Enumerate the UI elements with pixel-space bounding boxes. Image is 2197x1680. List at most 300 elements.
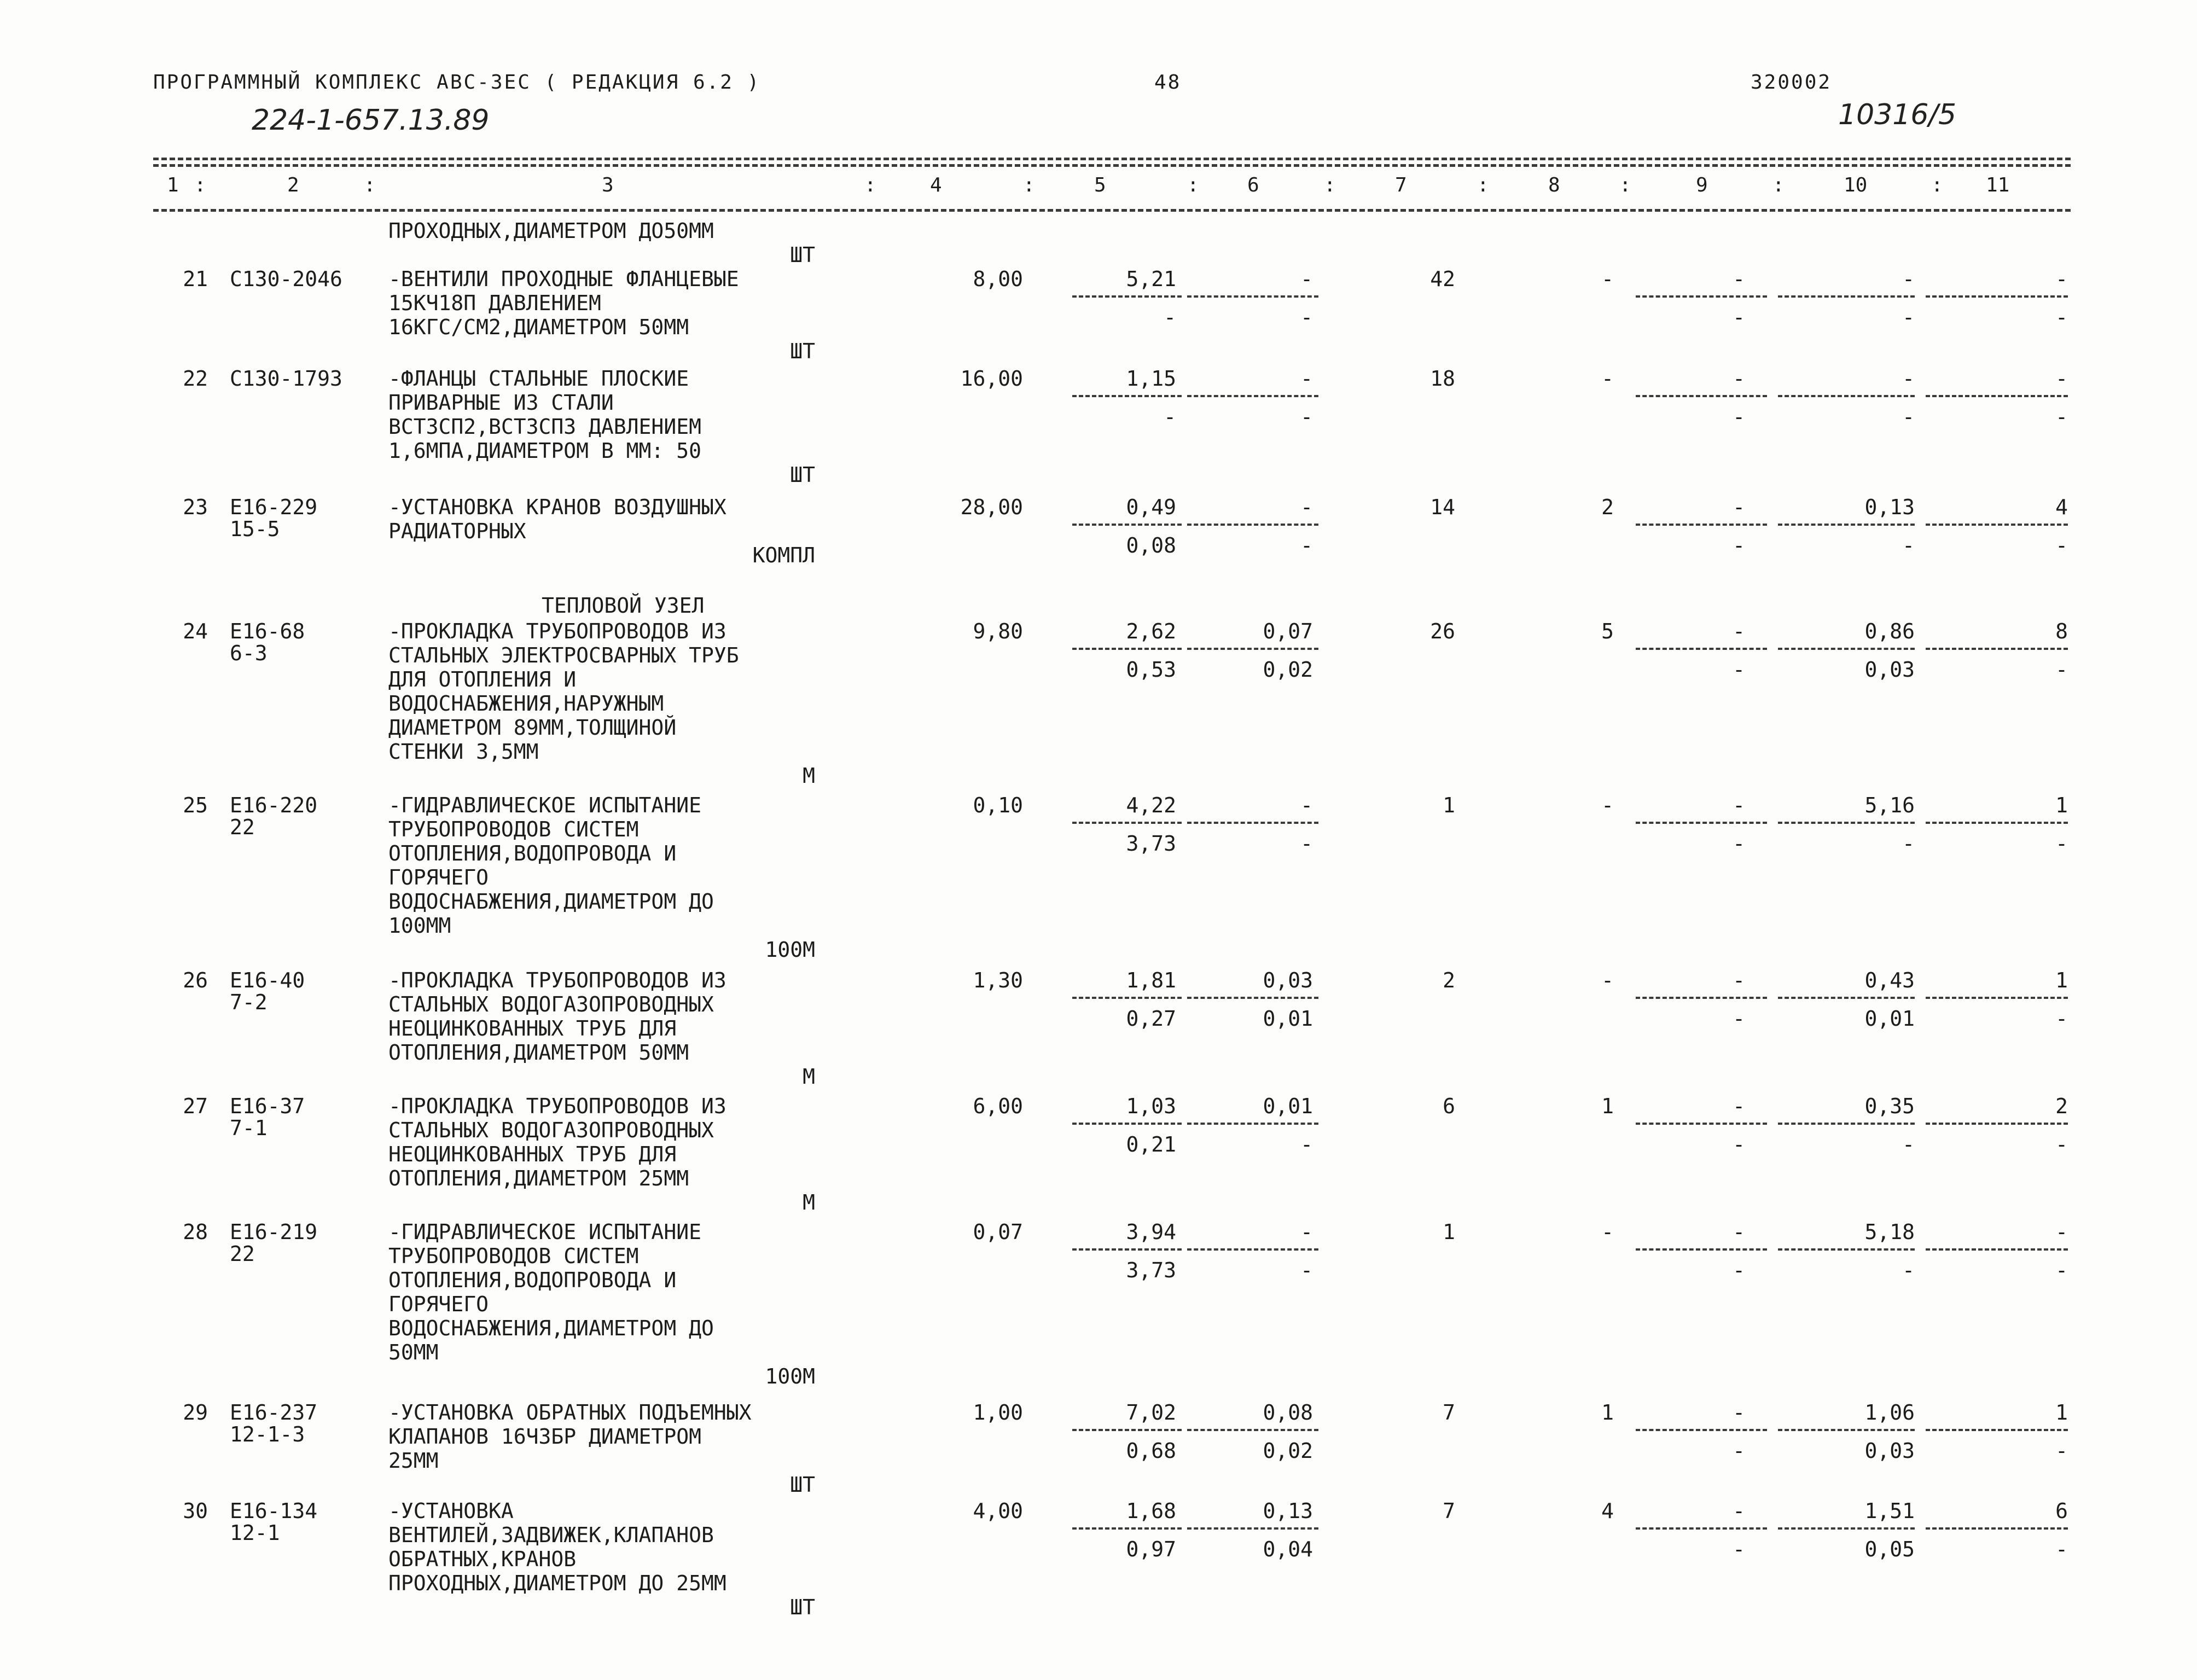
cell-col10-lower: - xyxy=(1902,405,1915,429)
fraction-rule xyxy=(1926,822,2068,824)
row-code: Е16-40 xyxy=(230,968,305,992)
intro-unit: ШТ xyxy=(790,243,815,267)
column-header: 8 xyxy=(1548,174,1560,196)
cell-col9: - xyxy=(1733,267,1745,291)
row-description xyxy=(388,1094,726,1190)
cell-col9-lower: - xyxy=(1733,1132,1745,1156)
description-line: ТРУБОПРОВОДОВ СИСТЕМ xyxy=(388,1244,639,1268)
cell-col11-lower: - xyxy=(2055,1258,2068,1282)
description-line: 100ММ xyxy=(388,914,451,938)
cell-col7: 18 xyxy=(1430,367,1455,391)
header-bottom-rule xyxy=(153,209,2071,212)
row-number: 25 xyxy=(183,793,208,817)
description-line: СТАЛЬНЫХ ВОДОГАЗОПРОВОДНЫХ xyxy=(388,992,714,1016)
row-description xyxy=(388,793,714,938)
column-separator: : xyxy=(1023,174,1035,196)
cell-col11-lower: - xyxy=(2055,1439,2068,1463)
row-unit: ШТ xyxy=(790,463,815,487)
cell-col5: 4,22 xyxy=(1126,793,1176,817)
cell-col5: 5,21 xyxy=(1126,267,1176,291)
cell-col8: 5 xyxy=(1601,619,1614,643)
table-row xyxy=(0,267,2197,376)
column-header: 9 xyxy=(1696,174,1708,196)
fraction-rule xyxy=(1072,295,1182,298)
cell-col6: 0,07 xyxy=(1263,619,1313,643)
fraction-rule xyxy=(1636,524,1767,526)
row-code: Е16-229 xyxy=(230,495,318,519)
row-number: 24 xyxy=(183,619,208,643)
column-header-row xyxy=(0,174,2197,201)
cell-quantity: 0,10 xyxy=(973,793,1023,817)
cell-col9: - xyxy=(1733,968,1745,992)
cell-quantity: 6,00 xyxy=(973,1094,1023,1118)
cell-col10: 1,51 xyxy=(1864,1499,1915,1523)
table-row xyxy=(0,367,2197,487)
fraction-rule xyxy=(1778,1123,1915,1125)
row-unit: М xyxy=(803,1065,815,1089)
row-code-secondary: 6-3 xyxy=(230,641,268,665)
cell-col8: - xyxy=(1601,367,1614,391)
row-code: Е16-219 xyxy=(230,1220,318,1244)
table-row xyxy=(0,1220,2197,1388)
cell-quantity: 1,00 xyxy=(973,1400,1023,1425)
cell-col5-lower: 0,68 xyxy=(1126,1439,1176,1463)
cell-col5-lower: 3,73 xyxy=(1126,832,1176,856)
row-description xyxy=(388,495,726,543)
fraction-rule xyxy=(1778,1527,1915,1530)
fraction-rule xyxy=(1636,395,1767,397)
description-line: ОБРАТНЫХ,КРАНОВ xyxy=(388,1547,577,1571)
description-line: СТАЛЬНЫХ ВОДОГАЗОПРОВОДНЫХ xyxy=(388,1118,714,1142)
cell-col5: 1,68 xyxy=(1126,1499,1176,1523)
cell-col10-lower: 0,05 xyxy=(1864,1537,1915,1561)
fraction-rule xyxy=(1926,1429,2068,1431)
cell-col8: - xyxy=(1601,267,1614,291)
row-number: 22 xyxy=(183,367,208,391)
cell-col6-lower: - xyxy=(1300,405,1313,429)
description-line: НЕОЦИНКОВАННЫХ ТРУБ ДЛЯ xyxy=(388,1016,677,1040)
description-line: СТЕНКИ 3,5ММ xyxy=(388,740,539,764)
row-description xyxy=(388,1400,751,1473)
column-header: 6 xyxy=(1247,174,1259,196)
cell-col5-lower: 0,53 xyxy=(1126,658,1176,682)
row-description xyxy=(388,968,726,1065)
row-code: Е16-237 xyxy=(230,1400,318,1425)
cell-col6: 0,08 xyxy=(1263,1400,1313,1425)
fraction-rule xyxy=(1636,1248,1767,1251)
cell-col6-lower: - xyxy=(1300,533,1313,557)
fraction-rule xyxy=(1187,524,1318,526)
cell-col11: 2 xyxy=(2055,1094,2068,1118)
cell-col6-lower: - xyxy=(1300,1132,1313,1156)
column-header: 5 xyxy=(1094,174,1106,196)
cell-col10: 0,13 xyxy=(1864,495,1915,519)
fraction-rule xyxy=(1636,997,1767,999)
fraction-rule xyxy=(1636,648,1767,650)
cell-col10: 0,86 xyxy=(1864,619,1915,643)
description-line: 15КЧ18П ДАВЛЕНИЕМ xyxy=(388,291,601,315)
cell-quantity: 8,00 xyxy=(973,267,1023,291)
cell-col5: 3,94 xyxy=(1126,1220,1176,1244)
cell-col8: - xyxy=(1601,793,1614,817)
fraction-rule xyxy=(1778,1248,1915,1251)
cell-col6-lower: - xyxy=(1300,1258,1313,1282)
row-number: 29 xyxy=(183,1400,208,1425)
cell-col9-lower: - xyxy=(1733,305,1745,329)
cell-col6: - xyxy=(1300,1220,1313,1244)
intro-continuation xyxy=(0,219,2197,268)
cell-col10: - xyxy=(1902,367,1915,391)
table-top-rule-2 xyxy=(153,164,2071,167)
cell-col11-lower: - xyxy=(2055,533,2068,557)
cell-col10-lower: 0,01 xyxy=(1864,1007,1915,1031)
table-row xyxy=(0,619,2197,788)
fraction-rule xyxy=(1926,1527,2068,1530)
cell-col9: - xyxy=(1733,1094,1745,1118)
cell-col11-lower: - xyxy=(2055,405,2068,429)
row-description xyxy=(388,619,739,764)
cell-col6: - xyxy=(1300,267,1313,291)
cell-col11: 8 xyxy=(2055,619,2068,643)
cell-col10: 0,43 xyxy=(1864,968,1915,992)
fraction-rule xyxy=(1778,524,1915,526)
fraction-rule xyxy=(1187,1248,1318,1251)
cell-quantity: 0,07 xyxy=(973,1220,1023,1244)
cell-col5: 1,15 xyxy=(1126,367,1176,391)
description-line: ОТОПЛЕНИЯ,ВОДОПРОВОДА И xyxy=(388,841,677,865)
cell-col6-lower: - xyxy=(1300,305,1313,329)
cell-col7: 6 xyxy=(1443,1094,1455,1118)
description-line: -УСТАНОВКА xyxy=(388,1499,514,1523)
fraction-rule xyxy=(1187,295,1318,298)
fraction-rule xyxy=(1187,822,1318,824)
cell-col5-lower: - xyxy=(1164,405,1176,429)
row-unit: М xyxy=(803,1190,815,1214)
row-code: Е16-134 xyxy=(230,1499,318,1523)
fraction-rule xyxy=(1778,997,1915,999)
description-line: ДИАМЕТРОМ 89ММ,ТОЛЩИНОЙ xyxy=(388,716,677,740)
table-top-rule xyxy=(153,158,2071,160)
row-unit: М xyxy=(803,764,815,788)
column-header: 7 xyxy=(1395,174,1407,196)
cell-quantity: 9,80 xyxy=(973,619,1023,643)
cell-col7: 7 xyxy=(1443,1499,1455,1523)
fraction-rule xyxy=(1072,997,1182,999)
cell-col8: - xyxy=(1601,968,1614,992)
cell-col9-lower: - xyxy=(1733,1007,1745,1031)
table-row xyxy=(0,1094,2197,1214)
column-separator: : xyxy=(1324,174,1336,196)
cell-col9: - xyxy=(1733,495,1745,519)
description-line: ВОДОСНАБЖЕНИЯ,ДИАМЕТРОМ ДО xyxy=(388,1316,714,1340)
column-header: 4 xyxy=(930,174,942,196)
description-line: ПРИВАРНЫЕ ИЗ СТАЛИ xyxy=(388,391,614,415)
description-line: ВОДОСНАБЖЕНИЯ,НАРУЖНЫМ xyxy=(388,691,664,716)
row-unit: ШТ xyxy=(790,339,815,363)
description-line: -ПРОКЛАДКА ТРУБОПРОВОДОВ ИЗ xyxy=(388,1094,726,1118)
description-line: -ВЕНТИЛИ ПРОХОДНЫЕ ФЛАНЦЕВЫЕ xyxy=(388,267,739,291)
cell-col9-lower: - xyxy=(1733,1537,1745,1561)
fraction-rule xyxy=(1926,1123,2068,1125)
cell-col10-lower: - xyxy=(1902,533,1915,557)
description-line: ТРУБОПРОВОДОВ СИСТЕМ xyxy=(388,817,639,841)
description-line: ГОРЯЧЕГО xyxy=(388,865,489,890)
row-unit: 100М xyxy=(765,1364,815,1388)
cell-col5: 7,02 xyxy=(1126,1400,1176,1425)
fraction-rule xyxy=(1926,648,2068,650)
cell-col5-lower: 3,73 xyxy=(1126,1258,1176,1282)
cell-col9-lower: - xyxy=(1733,1439,1745,1463)
description-line: -ГИДРАВЛИЧЕСКОЕ ИСПЫТАНИЕ xyxy=(388,793,701,817)
intro-text: ПРОХОДНЫХ,ДИАМЕТРОМ ДО50ММ xyxy=(388,219,714,243)
description-line: -УСТАНОВКА ОБРАТНЫХ ПОДЪЕМНЫХ xyxy=(388,1400,752,1425)
cell-col11: 1 xyxy=(2055,793,2068,817)
cell-col6-lower: 0,02 xyxy=(1263,1439,1313,1463)
cell-col9-lower: - xyxy=(1733,832,1745,856)
page-number: 48 xyxy=(1154,71,1182,94)
fraction-rule xyxy=(1187,395,1318,397)
row-code-secondary: 22 xyxy=(230,1242,255,1266)
cell-col5-lower: 0,08 xyxy=(1126,533,1176,557)
cell-col11-lower: - xyxy=(2055,658,2068,682)
fraction-rule xyxy=(1926,395,2068,397)
document-code: 320002 xyxy=(1751,71,1832,94)
description-line: ВЕНТИЛЕЙ,ЗАДВИЖЕК,КЛАПАНОВ xyxy=(388,1523,714,1547)
row-code: С130-1793 xyxy=(230,367,342,391)
cell-quantity: 16,00 xyxy=(960,367,1023,391)
cell-col9: - xyxy=(1733,1220,1745,1244)
cell-col5-lower: 0,97 xyxy=(1126,1537,1176,1561)
cell-col10-lower: - xyxy=(1902,832,1915,856)
column-separator: : xyxy=(1772,174,1785,196)
row-code-secondary: 7-2 xyxy=(230,990,268,1014)
table-row xyxy=(0,1400,2197,1510)
cell-col10-lower: 0,03 xyxy=(1864,1439,1915,1463)
fraction-rule xyxy=(1072,648,1182,650)
column-header: 11 xyxy=(1986,174,2010,196)
row-description xyxy=(388,367,701,463)
cell-col9: - xyxy=(1733,793,1745,817)
description-line: РАДИАТОРНЫХ xyxy=(388,519,526,543)
cell-col10-lower: - xyxy=(1902,1258,1915,1282)
cell-col7: 1 xyxy=(1443,1220,1455,1244)
program-title: ПРОГРАММНЫЙ КОМПЛЕКС АВС-3ЕС ( РЕДАКЦИЯ 6.2 ) xyxy=(153,71,761,94)
fraction-rule xyxy=(1926,997,2068,999)
cell-col9: - xyxy=(1733,619,1745,643)
description-line: 16КГС/СМ2,ДИАМЕТРОМ 50ММ xyxy=(388,315,689,339)
fraction-rule xyxy=(1072,1429,1182,1431)
cell-col9: - xyxy=(1733,1400,1745,1425)
handwritten-project-number: 224-1-657.13.89 xyxy=(252,104,490,137)
fraction-rule xyxy=(1636,822,1767,824)
row-number: 23 xyxy=(183,495,208,519)
fraction-rule xyxy=(1926,1248,2068,1251)
cell-col8: 1 xyxy=(1601,1094,1614,1118)
fraction-rule xyxy=(1072,1123,1182,1125)
handwritten-sheet-number: 10316/5 xyxy=(1838,98,1957,131)
cell-col5: 0,49 xyxy=(1126,495,1176,519)
cell-col10-lower: - xyxy=(1902,305,1915,329)
cell-col7: 7 xyxy=(1443,1400,1455,1425)
row-code-secondary: 12-1 xyxy=(230,1521,280,1545)
fraction-rule xyxy=(1778,395,1915,397)
row-unit: ШТ xyxy=(790,1473,815,1497)
row-code: С130-2046 xyxy=(230,267,342,291)
description-line: ОТОПЛЕНИЯ,ВОДОПРОВОДА И xyxy=(388,1268,677,1292)
cell-col11-lower: - xyxy=(2055,1537,2068,1561)
fraction-rule xyxy=(1187,997,1318,999)
column-header: 3 xyxy=(602,174,614,196)
cell-col9-lower: - xyxy=(1733,658,1745,682)
row-code: Е16-220 xyxy=(230,793,318,817)
row-description xyxy=(388,267,739,339)
cell-col11-lower: - xyxy=(2055,1132,2068,1156)
row-code: Е16-68 xyxy=(230,619,305,643)
cell-col8: 4 xyxy=(1601,1499,1614,1523)
cell-col10: 5,18 xyxy=(1864,1220,1915,1244)
fraction-rule xyxy=(1187,1527,1318,1530)
description-line: ОТОПЛЕНИЯ,ДИАМЕТРОМ 50ММ xyxy=(388,1040,689,1065)
cell-col7: 42 xyxy=(1430,267,1455,291)
description-line: -ФЛАНЦЫ СТАЛЬНЫЕ ПЛОСКИЕ xyxy=(388,367,689,391)
cell-col6: - xyxy=(1300,495,1313,519)
cell-col10: 0,35 xyxy=(1864,1094,1915,1118)
cell-col11: 1 xyxy=(2055,968,2068,992)
fraction-rule xyxy=(1072,1248,1182,1251)
section-title: ТЕПЛОВОЙ УЗЕЛ xyxy=(542,594,705,618)
cell-col11-lower: - xyxy=(2055,832,2068,856)
cell-col8: 2 xyxy=(1601,495,1614,519)
fraction-rule xyxy=(1778,1429,1915,1431)
cell-col6-lower: - xyxy=(1300,832,1313,856)
fraction-rule xyxy=(1187,648,1318,650)
row-unit: КОМПЛ xyxy=(752,543,815,567)
fraction-rule xyxy=(1072,524,1182,526)
fraction-rule xyxy=(1072,822,1182,824)
row-code-secondary: 7-1 xyxy=(230,1116,268,1140)
description-line: 1,6МПА,ДИАМЕТРОМ В ММ: 50 xyxy=(388,439,701,463)
row-description xyxy=(388,1499,726,1595)
row-number: 27 xyxy=(183,1094,208,1118)
cell-col6: 0,13 xyxy=(1263,1499,1313,1523)
description-line: ВСТ3СП2,ВСТ3СП3 ДАВЛЕНИЕМ xyxy=(388,415,701,439)
cell-col11: 6 xyxy=(2055,1499,2068,1523)
description-line: -УСТАНОВКА КРАНОВ ВОЗДУШНЫХ xyxy=(388,495,726,519)
cell-col5: 1,81 xyxy=(1126,968,1176,992)
description-line: НЕОЦИНКОВАННЫХ ТРУБ ДЛЯ xyxy=(388,1142,677,1166)
cell-col6: 0,03 xyxy=(1263,968,1313,992)
fraction-rule xyxy=(1187,1123,1318,1125)
row-number: 28 xyxy=(183,1220,208,1244)
description-line: 50ММ xyxy=(388,1340,439,1364)
fraction-rule xyxy=(1778,648,1915,650)
cell-col5-lower: - xyxy=(1164,305,1176,329)
cell-col8: 1 xyxy=(1601,1400,1614,1425)
cell-col9-lower: - xyxy=(1733,405,1745,429)
cell-col6-lower: 0,01 xyxy=(1263,1007,1313,1031)
cell-col7: 14 xyxy=(1430,495,1455,519)
cell-col9-lower: - xyxy=(1733,1258,1745,1282)
cell-col6-lower: 0,04 xyxy=(1263,1537,1313,1561)
cell-col11: 4 xyxy=(2055,495,2068,519)
description-line: ГОРЯЧЕГО xyxy=(388,1292,489,1316)
column-separator: : xyxy=(364,174,376,196)
cell-col7: 2 xyxy=(1443,968,1455,992)
column-separator: : xyxy=(194,174,206,196)
cell-col7: 1 xyxy=(1443,793,1455,817)
description-line: КЛАПАНОВ 16Ч3БР ДИАМЕТРОМ xyxy=(388,1425,701,1449)
section-heading xyxy=(0,594,2197,618)
cell-col8: - xyxy=(1601,1220,1614,1244)
row-code-secondary: 22 xyxy=(230,815,255,839)
column-header: 2 xyxy=(287,174,299,196)
column-header: 10 xyxy=(1844,174,1868,196)
cell-col9: - xyxy=(1733,367,1745,391)
description-line: 25ММ xyxy=(388,1449,439,1473)
row-description xyxy=(388,1220,714,1364)
column-separator: : xyxy=(1931,174,1943,196)
table-row xyxy=(0,495,2197,604)
row-number: 21 xyxy=(183,267,208,291)
cell-col6: - xyxy=(1300,367,1313,391)
cell-quantity: 1,30 xyxy=(973,968,1023,992)
fraction-rule xyxy=(1636,1123,1767,1125)
cell-col11: - xyxy=(2055,267,2068,291)
cell-col10-lower: 0,03 xyxy=(1864,658,1915,682)
cell-col5: 1,03 xyxy=(1126,1094,1176,1118)
column-header: 1 xyxy=(167,174,179,196)
cell-col11: - xyxy=(2055,367,2068,391)
cell-col6-lower: 0,02 xyxy=(1263,658,1313,682)
row-unit: 100М xyxy=(765,938,815,962)
description-line: -ПРОКЛАДКА ТРУБОПРОВОДОВ ИЗ xyxy=(388,619,726,643)
cell-col11-lower: - xyxy=(2055,1007,2068,1031)
description-line: ДЛЯ ОТОПЛЕНИЯ И xyxy=(388,667,577,691)
cell-col9: - xyxy=(1733,1499,1745,1523)
cell-col9-lower: - xyxy=(1733,533,1745,557)
cell-col10-lower: - xyxy=(1902,1132,1915,1156)
fraction-rule xyxy=(1636,1527,1767,1530)
row-number: 26 xyxy=(183,968,208,992)
cell-quantity: 28,00 xyxy=(960,495,1023,519)
cell-col10: 1,06 xyxy=(1864,1400,1915,1425)
table-row xyxy=(0,968,2197,1089)
cell-quantity: 4,00 xyxy=(973,1499,1023,1523)
cell-col7: 26 xyxy=(1430,619,1455,643)
fraction-rule xyxy=(1926,524,2068,526)
fraction-rule xyxy=(1636,295,1767,298)
fraction-rule xyxy=(1636,1429,1767,1431)
fraction-rule xyxy=(1778,295,1915,298)
column-separator: : xyxy=(1619,174,1631,196)
cell-col10: - xyxy=(1902,267,1915,291)
description-line: ОТОПЛЕНИЯ,ДИАМЕТРОМ 25ММ xyxy=(388,1166,689,1190)
fraction-rule xyxy=(1072,1527,1182,1530)
column-separator: : xyxy=(1187,174,1199,196)
column-separator: : xyxy=(864,174,876,196)
column-separator: : xyxy=(1477,174,1489,196)
cell-col5-lower: 0,27 xyxy=(1126,1007,1176,1031)
table-row xyxy=(0,1499,2197,1619)
row-code-secondary: 15-5 xyxy=(230,517,280,541)
description-line: СТАЛЬНЫХ ЭЛЕКТРОСВАРНЫХ ТРУБ xyxy=(388,643,739,667)
fraction-rule xyxy=(1072,395,1182,397)
cell-col11-lower: - xyxy=(2055,305,2068,329)
cell-col5: 2,62 xyxy=(1126,619,1176,643)
cell-col11: - xyxy=(2055,1220,2068,1244)
cell-col11: 1 xyxy=(2055,1400,2068,1425)
row-code-secondary: 12-1-3 xyxy=(230,1422,305,1446)
